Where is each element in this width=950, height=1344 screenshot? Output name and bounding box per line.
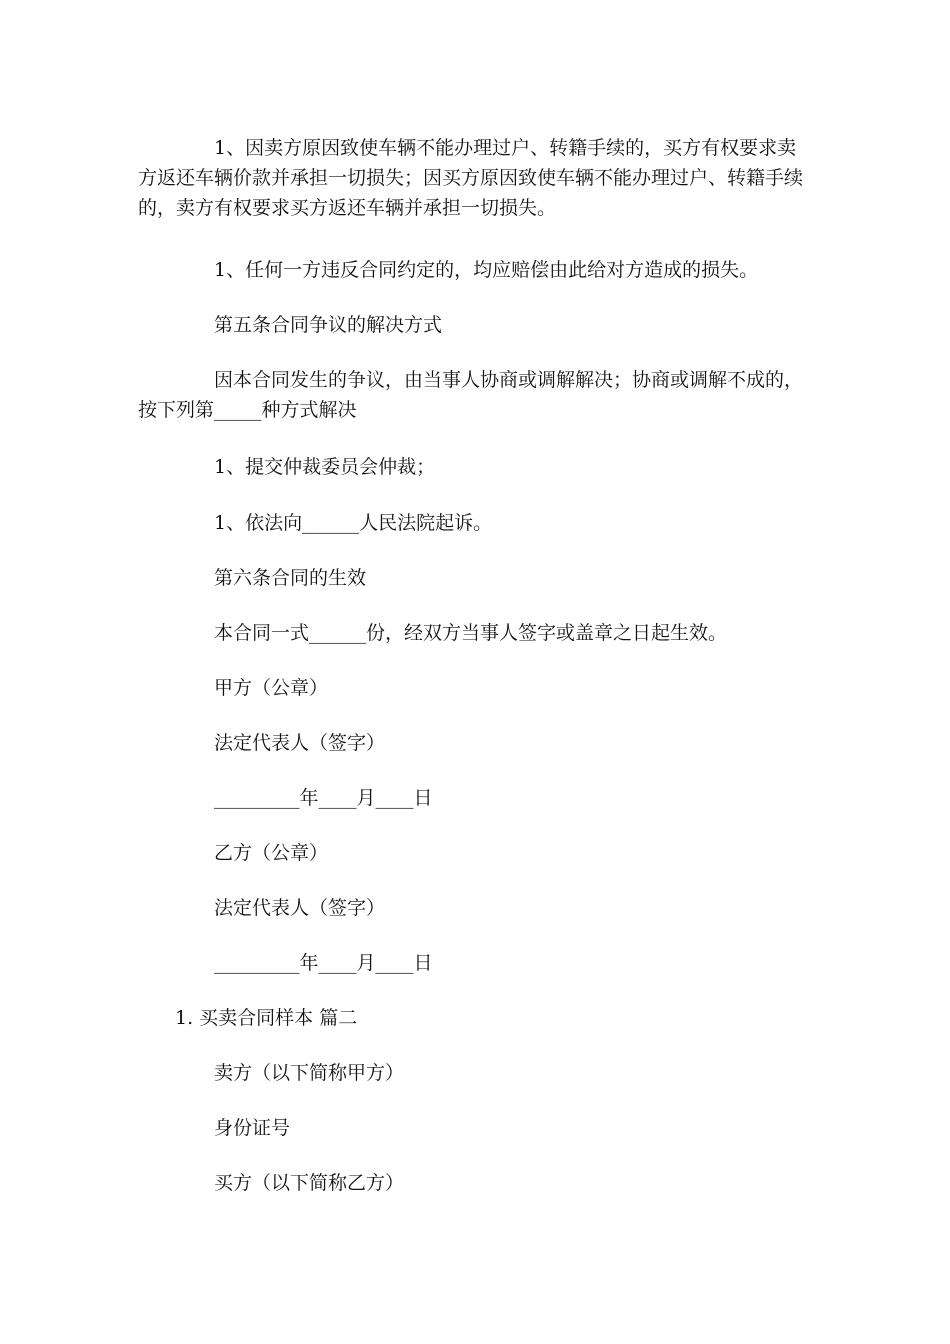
clause-breach-compensation: 1、任何一方违反合同约定的，均应赔偿由此给对方造成的损失。 [214, 259, 759, 281]
id-number-label: 身份证号 [214, 1117, 291, 1139]
option-arbitration: 1、提交仲裁委员会仲裁； [214, 456, 436, 478]
party-b-seal: 乙方（公章） [214, 842, 329, 864]
party-b-representative: 法定代表人（签字） [214, 897, 386, 919]
party-a-seal: 甲方（公章） [214, 677, 329, 699]
contract-copies-clause: 本合同一式______份，经双方当事人签字或盖章之日起生效。 [214, 622, 728, 644]
article-six-heading: 第六条合同的生效 [214, 567, 367, 589]
clause-transfer-failure: 1、因卖方原因致使车辆不能办理过户、转籍手续的，买方有权要求卖方返还车辆价款并承担一切损失；因买方原因致使车辆不能办理过户、转籍手续的，卖方有权要求买方返还车辆并承担一切损失。 [138, 137, 804, 219]
article-five-heading: 第五条合同争议的解决方式 [214, 314, 443, 336]
dispute-resolution-paragraph: 因本合同发生的争议，由当事人协商或调解解决；协商或调解不成的，按下列第_____种方式解决 [138, 369, 804, 421]
buyer-label: 买方（以下简称乙方） [214, 1172, 405, 1194]
option-court: 1、依法向______人民法院起诉。 [214, 512, 493, 534]
seller-label: 卖方（以下简称甲方） [214, 1062, 405, 1084]
section-heading-part-two: 1. 买卖合同样本 篇二 [175, 1007, 358, 1029]
party-a-representative: 法定代表人（签字） [214, 732, 386, 754]
party-b-date: _________年____月____日 [214, 952, 433, 974]
party-a-date: _________年____月____日 [214, 787, 433, 809]
